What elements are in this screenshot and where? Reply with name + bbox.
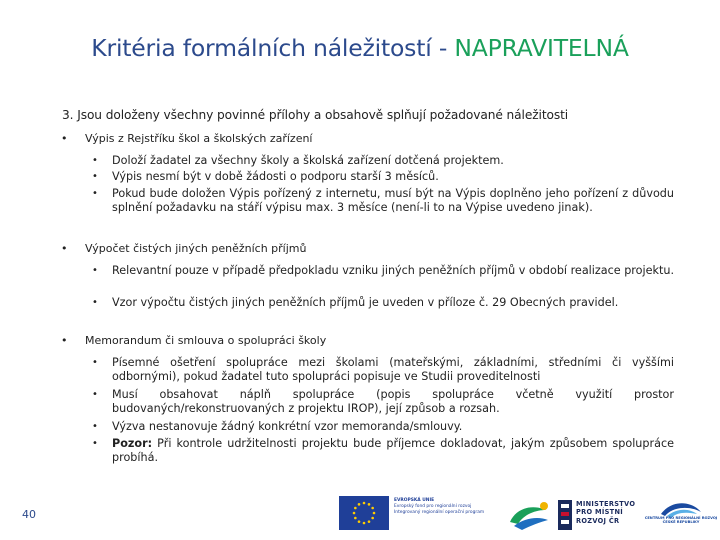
list-item [92, 437, 674, 464]
list-item: • Výpis nesmí být v době žádosti o podporu starší 3 měsíců. [92, 170, 439, 183]
bullet-icon: • [92, 265, 98, 276]
subheading: 3. Jsou doloženy všechny povinné přílohy a obsahově splňují požadované náležitosti [62, 108, 569, 122]
bullet-icon: • [92, 438, 98, 449]
eu-star-icon [363, 522, 366, 525]
eu-star-icon [368, 520, 371, 523]
ministry-logo-text: MINISTERSTVO PRO MÍSTNÍ ROZVOJ ČR [576, 500, 636, 525]
mmr-logo-icon [558, 500, 572, 530]
bullet-icon: • [92, 357, 98, 368]
crr-logo-icon [641, 496, 720, 532]
bullet-icon: • [92, 155, 98, 166]
list-item: • Pokud bude doložen Výpis pořízený z internetu, musí být na Výpis doplněno jeho pořízení z důvodu splnění požadavku na stáří výpisu max. 3 měsíce (není-li to na Výpise uvedeno jinak). [92, 187, 674, 214]
list-item: • Vzor výpočtu čistých jiných peněžních příjmů je uveden v příloze č. 29 Obecných pravidel. [92, 296, 619, 309]
list-item: • Doloží žadatel za všechny školy a školská zařízení dotčená projektem. [92, 154, 504, 167]
eu-star-icon [371, 507, 374, 510]
list-item: • Písemné ošetření spolupráce mezi školami (mateřskými, základními, středními či vyššími odbornými), pokud žadatel tuto spolupráci popisuje ve Studii proveditelnosti [92, 356, 674, 383]
title-accent: NAPRAVITELNÁ [454, 34, 629, 62]
eu-star-icon [358, 520, 361, 523]
list-item: • Musí obsahovat náplň spolupráce (popis spolupráce včetně využití prostor budovaných/rekonstruovaných z projektu IROP), její způsob a rozsah. [92, 388, 674, 415]
bullet-icon: • [61, 242, 68, 255]
eu-logo-text: EVROPSKÁ UNIE Evropský fond pro regionální rozvoj Integrovaný regionální operační program [394, 498, 485, 515]
eu-star-icon [371, 517, 374, 520]
eu-star-icon [358, 503, 361, 506]
bullet-icon: • [92, 188, 98, 199]
eu-star-icon [354, 507, 357, 510]
note-text: Při kontrole udržitelnosti projektu bude příjemce dokladovat, jakým způsobem spolupráce probíhá. [112, 437, 674, 464]
page-number: 40 [22, 508, 36, 521]
list-item: • Výzva nestanovuje žádný konkrétní vzor memoranda/smlouvy. [92, 420, 463, 433]
crr-logo-text: CENTRUM PRO REGIONÁLNÍ ROZVOJ ČESKÉ REPUBLIKY [644, 516, 718, 525]
bullet-icon: • [92, 297, 98, 308]
list-item: • Relevantní pouze v případě předpokladu vzniku jiných peněžních příjmů v období realizace projektu. [92, 264, 675, 277]
bullet-icon: • [92, 421, 98, 432]
bullet-icon: • [61, 132, 68, 145]
eu-star-icon [354, 517, 357, 520]
eu-star-icon [363, 502, 366, 505]
note-label: Pozor: [112, 437, 153, 450]
bullet-icon: • [61, 334, 68, 347]
title-main: Kritéria formálních náležitostí - [91, 34, 455, 62]
eu-star-icon [353, 512, 356, 515]
logo-strip [336, 494, 720, 540]
irop-logo-icon [506, 498, 552, 532]
bullet-icon: • [92, 171, 98, 182]
bullet-icon: • [92, 389, 98, 400]
eu-flag-icon [339, 496, 389, 530]
page-title [0, 34, 720, 62]
eu-star-icon [368, 503, 371, 506]
eu-star-icon [373, 512, 376, 515]
